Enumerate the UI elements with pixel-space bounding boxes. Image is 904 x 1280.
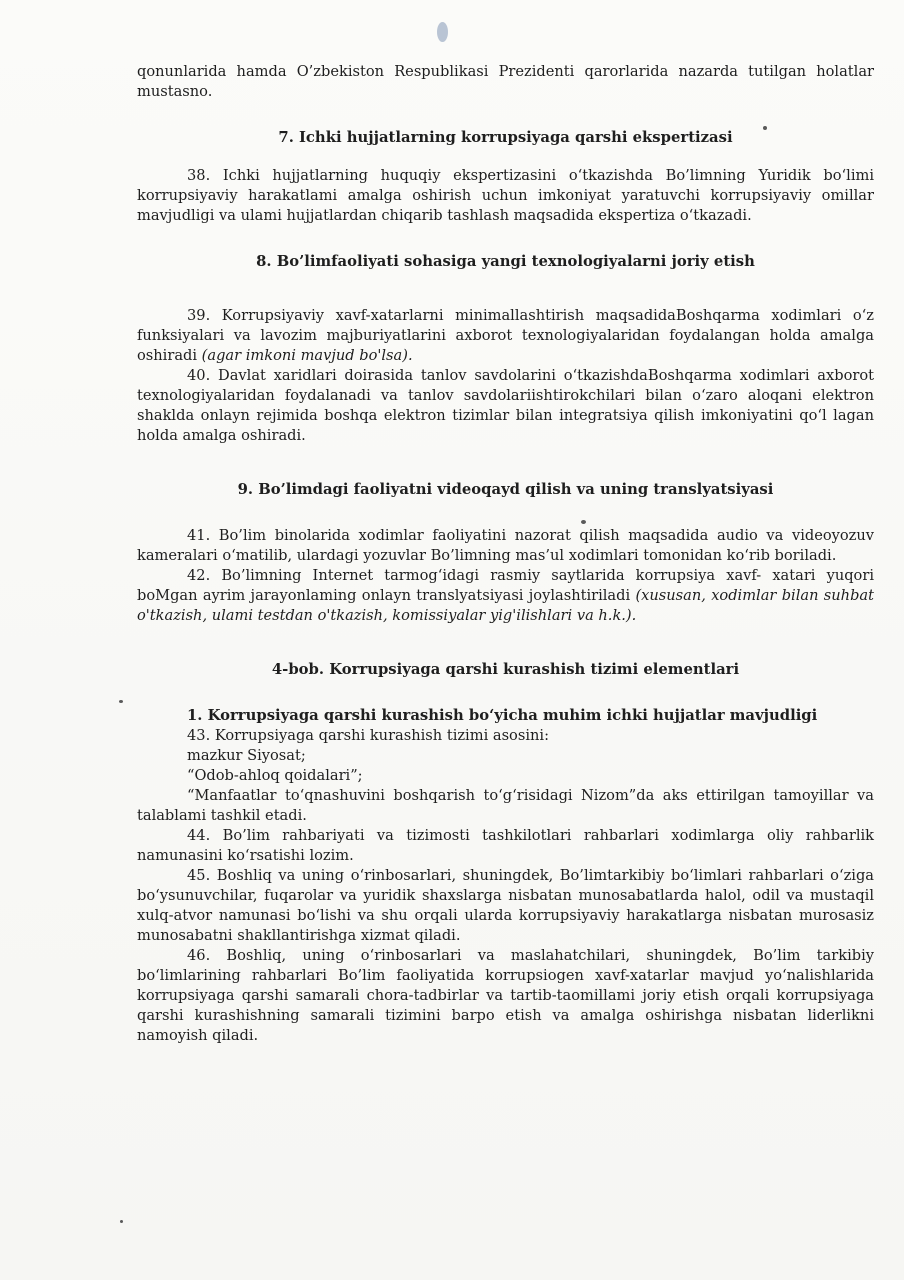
section-heading-9: 9. Bo’limdagi faoliyatni videoqayd qilish va uning translyatsiyasi: [237, 481, 774, 498]
paragraph-43-item-c: “Manfaatlar to‘qnashuvini boshqarish to‘g‘risidagi Nizom”da aks ettirilgan tamoyillar va talablami tashkil etadi.: [137, 787, 874, 824]
paragraph-46: 46. Boshliq, uning o‘rinbosarlari va maslahatchilari, shuningdek, Bo’lim tarkibiy bo‘limlarining rahbarlari Bo’lim faoliyatida korrupsiogen xavf-xatarlar mavjud yo‘nalishlarida korrupsiyaga qarshi samarali chora-tadbirlar va tartib-taomillami joriy etish orqali korrupsiyaga qarshi kurashishning samarali tizimini barpo etish va amalga oshirishga nisbatan liderlikni namoyish qiladi.: [137, 947, 874, 1044]
paragraph-40: 40. Davlat xaridlari doirasida tanlov savdolarini o‘tkazishdaBoshqarma xodimlari axborot texnologiyalaridan foydalanadi va tanlov savdolariishtirokchilari bilan o‘zaro aloqani elektron shaklda onlayn rejimida boshqa elektron tizimlar bilan integratsiya qilish imkoniyatini qo‘l lagan holda amalga oshiradi.: [137, 367, 874, 444]
paragraph-42-text: 42. Bo’limning Internet tarmog‘idagi rasmiy saytlarida korrupsiya xavf- xatari yuqori boMgan ayrim jarayonlaming onlayn translyatsiyasi joylashtiriladi: [137, 567, 874, 604]
section-heading-7: 7. Ichki hujjatlarning korrupsiyaga qarshi ekspertizasi: [278, 129, 733, 146]
ink-mark: [437, 22, 448, 42]
paragraph-43: 43. Korrupsiyaga qarshi kurashish tizimi asosini:: [187, 727, 549, 744]
document-body: [137, 62, 874, 1046]
speck: [119, 700, 123, 703]
section-heading-8: 8. Bo’limfaoliyati sohasiga yangi texnologiyalarni joriy etish: [256, 253, 755, 270]
paragraph-intro: qonunlarida hamda O’zbekiston Respublikasi Prezidenti qarorlarida nazarda tutilgan holatlar mustasno.: [137, 63, 874, 100]
paragraph-39-text: 39. Korrupsiyaviy xavf-xatarlarni minimallashtirish maqsadidaBoshqarma xodimlari o‘z funksiyalari va lavozim majburiyatlarini axborot texnologiyalaridan foydalangan holda amalga oshiradi: [137, 307, 874, 364]
paragraph-43-item-a: mazkur Siyosat;: [187, 747, 306, 764]
paragraph-44: 44. Bo’lim rahbariyati va tizimosti tashkilotlari rahbarlari xodimlarga oliy rahbarlik namunasini ko‘rsatishi lozim.: [137, 827, 874, 864]
paragraph-43-item-b: “Odob-ahloq qoidalari”;: [187, 767, 363, 784]
paragraph-42-note: (xususan, xodimlar bilan suhbat o'tkazish, ulami testdan o'tkazish, komissiyalar yig'ilishlari va h.k.).: [137, 587, 874, 624]
paragraph-45: 45. Boshliq va uning o‘rinbosarlari, shuningdek, Bo’limtarkibiy bo‘limlari rahbarlari o‘ziga bo‘ysunuvchilar, fuqarolar va yuridik shaxslarga nisbatan munosabatlarda halol, odil va mustaqil xulq-atvor namunasi bo‘lishi va shu orqali ularda korrupsiyaviy harakatlarga nisbatan murosasiz munosabatni shakllantirishga xizmat qiladi.: [137, 867, 874, 944]
paragraph-38: 38. Ichki hujjatlarning huquqiy ekspertizasini o‘tkazishda Bo’limning Yuridik bo‘limi korrupsiyaviy harakatlami amalga oshirish uchun imkoniyat yaratuvchi korrupsiyaviy omillar mavjudligi va ulami hujjatlardan chiqarib tashlash maqsadida ekspertiza o‘tkazadi.: [137, 167, 874, 224]
paragraph-39: [137, 306, 874, 366]
subsection-heading-1: 1. Korrupsiyaga qarshi kurashish bo‘yicha muhim ichki hujjatlar mavjudligi: [187, 707, 818, 724]
speck: [120, 1220, 123, 1223]
chapter-heading-4: 4-bob. Korrupsiyaga qarshi kurashish tizimi elementlari: [271, 661, 740, 678]
paragraph-42: [137, 566, 874, 626]
paragraph-39-note: (agar imkoni mavjud bo'lsa).: [201, 347, 413, 364]
paragraph-41: 41. Bo’lim binolarida xodimlar faoliyatini nazorat qilish maqsadida audio va videoyozuv kameralari o‘matilib, ulardagi yozuvlar Bo’limning mas’ul xodimlari tomonidan ko‘rib boriladi.: [137, 527, 874, 564]
